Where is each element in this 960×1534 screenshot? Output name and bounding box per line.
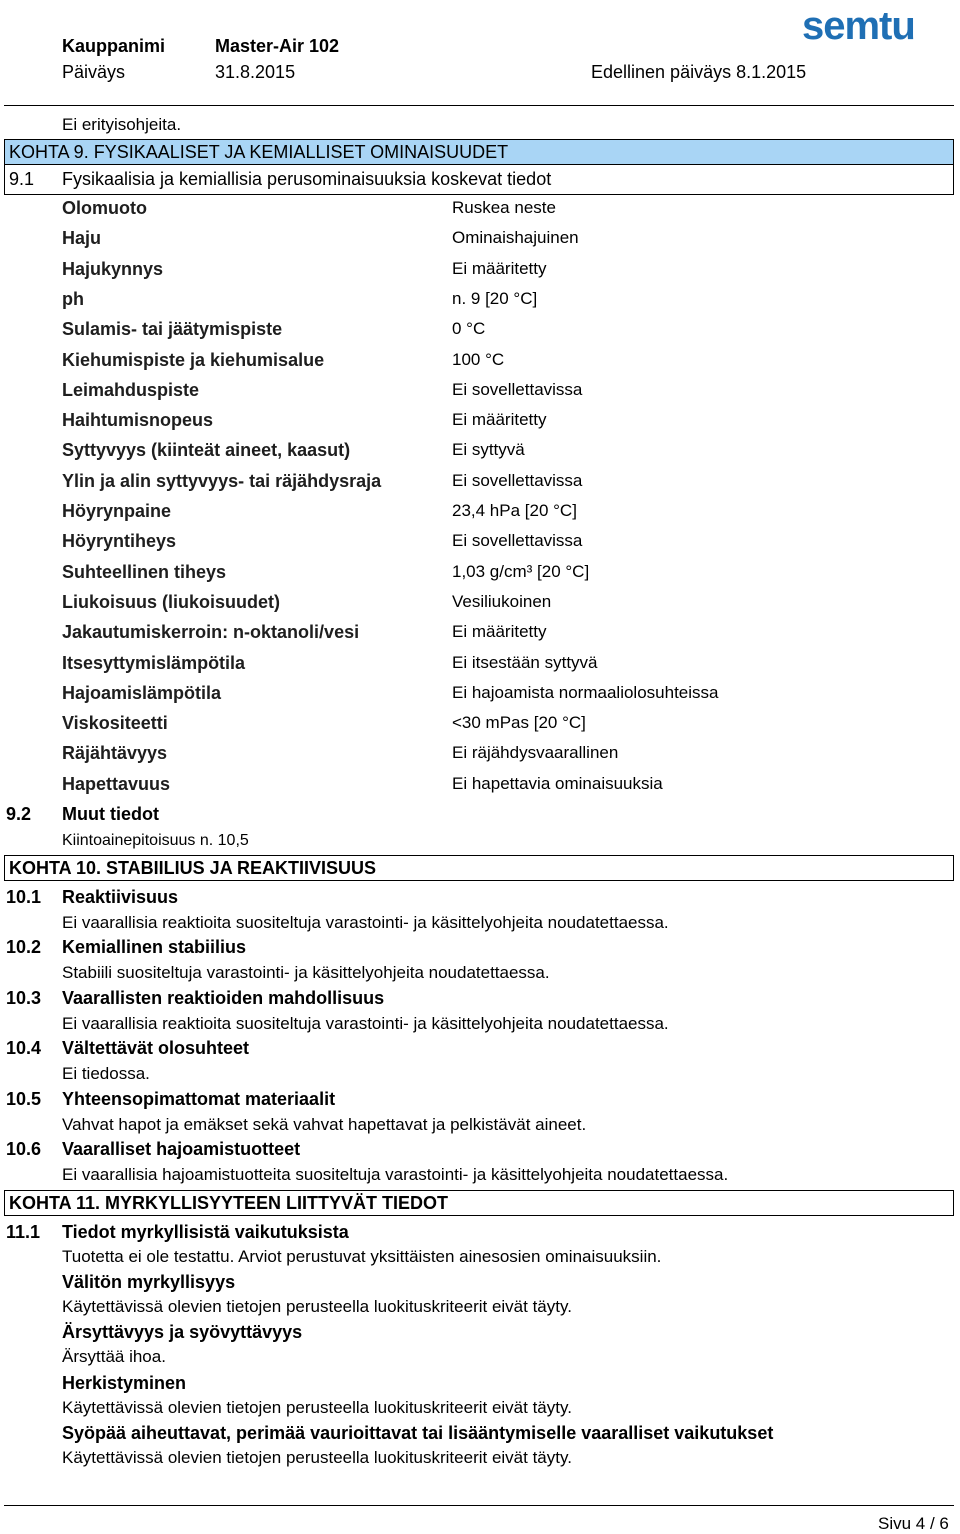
- item-title: Reaktiivisuus: [62, 887, 179, 907]
- section-10-title: KOHTA 10. STABIILIUS JA REAKTIIVISUUS: [9, 858, 377, 878]
- property-value: 1,03 g/cm³ [20 °C]: [452, 562, 590, 581]
- section-9-title: KOHTA 9. FYSIKAALISET JA KEMIALLISET OMINAISUUDET: [9, 142, 509, 162]
- property-value: Ei hajoamista normaaliolosuhteissa: [452, 683, 719, 702]
- property-label: Höyryntiheys: [62, 531, 177, 551]
- item-number: 10.2: [6, 937, 42, 957]
- toxicity-block-title: Syöpää aiheuttavat, perimää vaurioittavat tai lisääntymiselle vaaralliset vaikutukset: [62, 1423, 774, 1443]
- item-number: 10.6: [6, 1139, 42, 1159]
- property-label: Viskositeetti: [62, 713, 168, 733]
- property-value: 23,4 hPa [20 °C]: [452, 501, 577, 520]
- property-label: Haju: [62, 228, 102, 248]
- header-divider: [4, 105, 954, 106]
- property-value: Ei määritetty: [452, 410, 547, 429]
- intro-text: Ei erityisohjeita.: [62, 115, 182, 134]
- item-number: 10.3: [6, 988, 42, 1008]
- property-value: Ei räjähdysvaarallinen: [452, 743, 619, 762]
- property-label: Hajoamislämpötila: [62, 683, 222, 703]
- toxicity-block-title: Välitön myrkyllisyys: [62, 1272, 236, 1292]
- toxicity-block-text: Käytettävissä olevien tietojen perusteella luokituskriteerit eivät täyty.: [62, 1297, 572, 1316]
- section-10-heading: [4, 855, 954, 881]
- property-label: Hajukynnys: [62, 259, 164, 279]
- item-text: Ei vaarallisia reaktioita suositeltuja varastointi- ja käsittelyohjeita noudatettaessa.: [62, 1014, 669, 1033]
- property-label: Jakautumiskerroin: n-oktanoli/vesi: [62, 622, 360, 642]
- property-label: Kiehumispiste ja kiehumisalue: [62, 350, 325, 370]
- previous-date: Edellinen päiväys 8.1.2015: [591, 62, 807, 82]
- item-text: Ei vaarallisia reaktioita suositeltuja varastointi- ja käsittelyohjeita noudatettaessa.: [62, 913, 669, 932]
- item-number: 10.1: [6, 887, 42, 907]
- property-value: Ominaishajuinen: [452, 228, 579, 247]
- item-number: 10.5: [6, 1089, 42, 1109]
- property-value: Vesiliukoinen: [452, 592, 552, 611]
- property-value: Ei määritetty: [452, 259, 547, 278]
- property-label: Haihtumisnopeus: [62, 410, 214, 430]
- property-value: 100 °C: [452, 350, 505, 369]
- property-label: Räjähtävyys: [62, 743, 168, 763]
- toxicity-block-text: Ärsyttää ihoa.: [62, 1347, 166, 1366]
- subsection-11-1-title: Tiedot myrkyllisistä vaikutuksista: [62, 1222, 349, 1242]
- trade-name-label: Kauppanimi: [62, 36, 166, 56]
- subsection-9-1-num: 9.1: [9, 169, 35, 189]
- property-value: 0 °C: [452, 319, 486, 338]
- subsection-9-2-title: Muut tiedot: [62, 804, 159, 824]
- item-title: Yhteensopimattomat materiaalit: [62, 1089, 336, 1109]
- property-value: Ei sovellettavissa: [452, 471, 583, 490]
- item-text: Vahvat hapot ja emäkset sekä vahvat hapettavat ja pelkistävät aineet.: [62, 1115, 587, 1134]
- subsection-9-2-text: Kiintoainepitoisuus n. 10,5: [62, 832, 249, 849]
- toxicity-block-text: Käytettävissä olevien tietojen perusteella luokituskriteerit eivät täyty.: [62, 1398, 572, 1417]
- property-value: Ei määritetty: [452, 622, 547, 641]
- property-label: Suhteellinen tiheys: [62, 562, 227, 582]
- subsection-9-1-title: Fysikaalisia ja kemiallisia perusominaisuuksia koskevat tiedot: [62, 169, 552, 189]
- property-value: Ei hapettavia ominaisuuksia: [452, 774, 663, 793]
- document-date: 31.8.2015: [215, 62, 296, 82]
- item-text: Stabiili suositeltuja varastointi- ja käsittelyohjeita noudatettaessa.: [62, 963, 550, 982]
- footer-divider: [4, 1505, 954, 1506]
- property-value: Ei sovellettavissa: [452, 531, 583, 550]
- section-9-heading: [4, 139, 954, 165]
- property-value: Ei syttyvä: [452, 440, 525, 459]
- property-value: Ei sovellettavissa: [452, 380, 583, 399]
- property-label: Olomuoto: [62, 198, 147, 218]
- property-label: Leimahduspiste: [62, 380, 200, 400]
- item-title: Vältettävät olosuhteet: [62, 1038, 250, 1058]
- subsection-11-1-text: Tuotetta ei ole testattu. Arviot perustuvat yksittäisten ainesosien ominaisuuksiin.: [62, 1247, 662, 1266]
- item-text: Ei tiedossa.: [62, 1064, 150, 1083]
- item-text: Ei vaarallisia hajoamistuotteita suositeltuja varastointi- ja käsittelyohjeita noudatettaessa.: [62, 1165, 729, 1184]
- item-title: Kemiallinen stabiilius: [62, 937, 247, 957]
- property-label: Liukoisuus (liukoisuudet): [62, 592, 281, 612]
- section-11-title: KOHTA 11. MYRKYLLISYYTEEN LIITTYVÄT TIEDOT: [9, 1193, 449, 1213]
- property-label: Syttyvyys (kiinteät aineet, kaasut): [62, 440, 351, 460]
- item-title: Vaaralliset hajoamistuotteet: [62, 1139, 301, 1159]
- date-label: Päiväys: [62, 62, 126, 82]
- company-logo: semtu: [802, 4, 915, 48]
- page-number: Sivu 4 / 6: [878, 1514, 949, 1533]
- property-label: Sulamis- tai jäätymispiste: [62, 319, 283, 339]
- section-11-heading: [4, 1190, 954, 1216]
- toxicity-block-text: Käytettävissä olevien tietojen perusteella luokituskriteerit eivät täyty.: [62, 1448, 572, 1467]
- property-label: Itsesyttymislämpötila: [62, 653, 246, 673]
- property-label: Hapettavuus: [62, 774, 171, 794]
- item-title: Vaarallisten reaktioiden mahdollisuus: [62, 988, 385, 1008]
- toxicity-block-title: Ärsyttävyys ja syövyttävyys: [62, 1322, 303, 1342]
- property-value: n. 9 [20 °C]: [452, 289, 538, 308]
- property-label: Ylin ja alin syttyvyys- tai räjähdysraja: [62, 471, 382, 491]
- subsection-9-2-num: 9.2: [6, 804, 32, 824]
- item-number: 10.4: [6, 1038, 42, 1058]
- property-label: ph: [62, 289, 84, 309]
- toxicity-block-title: Herkistyminen: [62, 1373, 187, 1393]
- subsection-9-1-heading: [4, 165, 954, 195]
- product-name: Master-Air 102: [215, 36, 340, 56]
- property-value: <30 mPas [20 °C]: [452, 713, 586, 732]
- property-label: Höyrynpaine: [62, 501, 172, 521]
- subsection-11-1-num: 11.1: [6, 1222, 41, 1242]
- property-value: Ei itsestään syttyvä: [452, 653, 598, 672]
- property-value: Ruskea neste: [452, 198, 556, 217]
